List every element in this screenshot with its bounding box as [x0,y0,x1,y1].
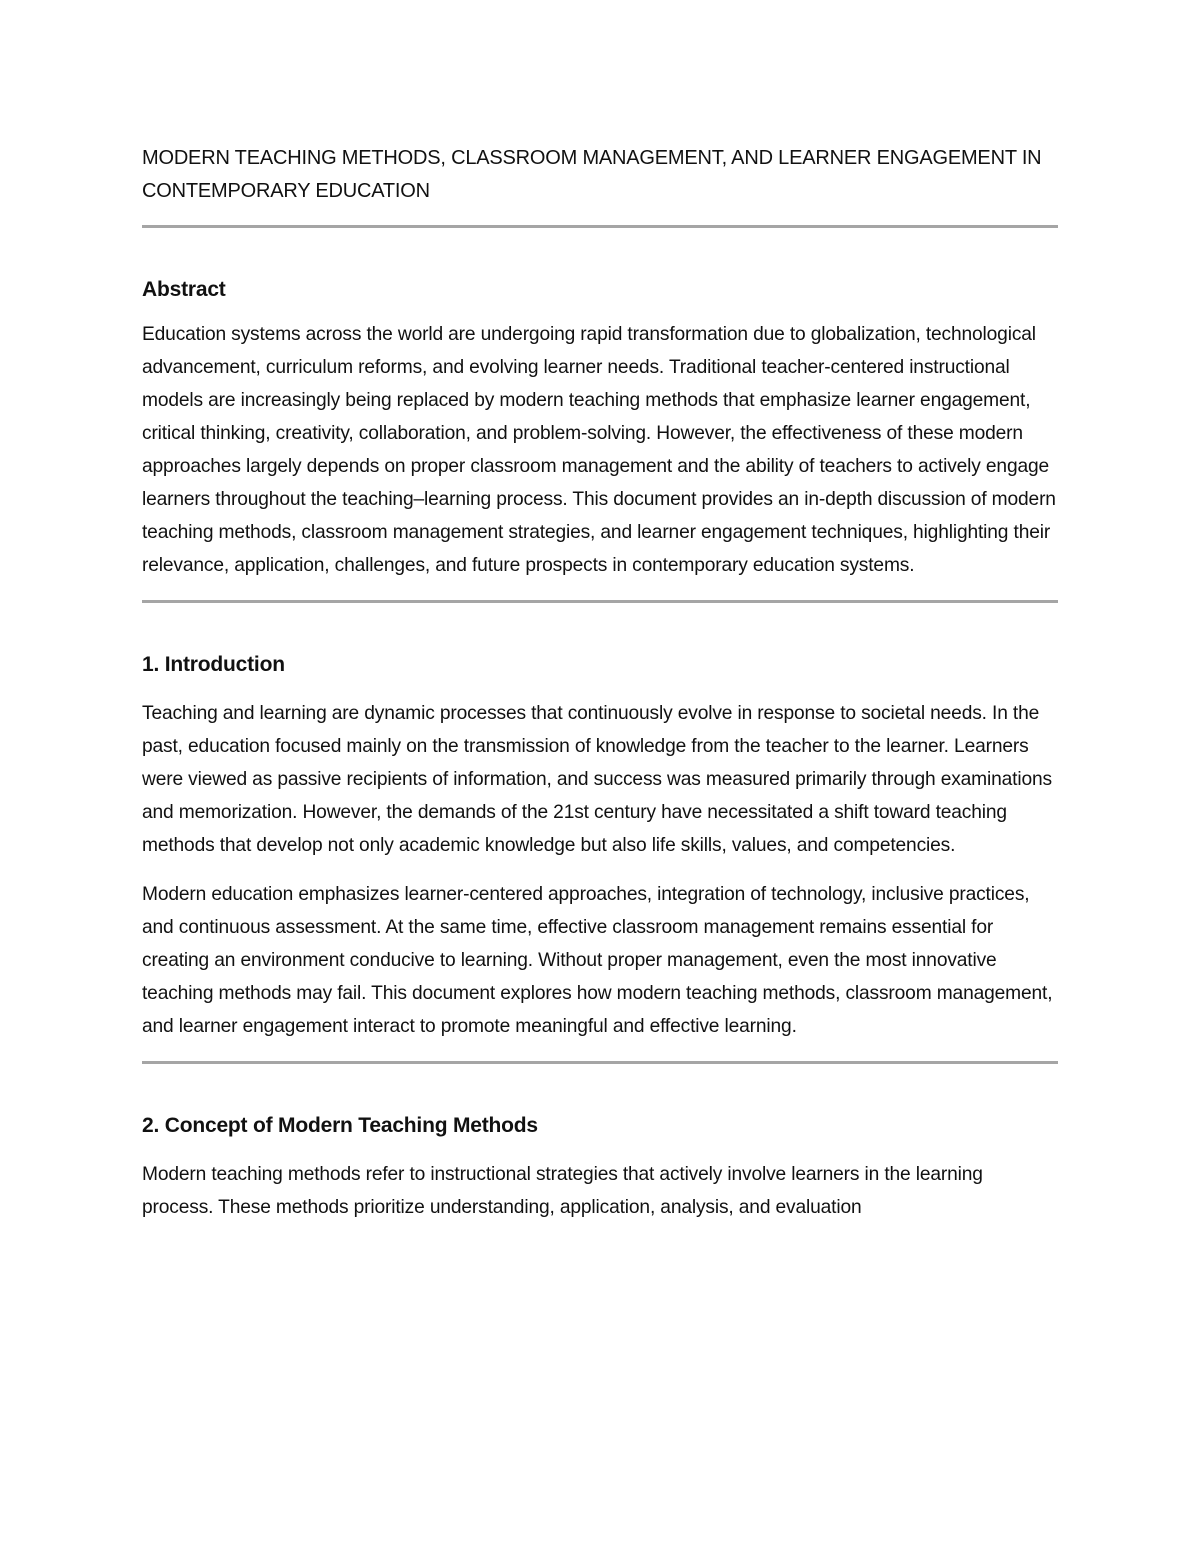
introduction-divider [142,1061,1058,1064]
document-page [142,142,1058,1224]
concept-heading: 2. Concept of Modern Teaching Methods [142,1114,538,1137]
abstract-section [142,276,1058,582]
document-title: MODERN TEACHING METHODS, CLASSROOM MANAGEMENT, AND LEARNER ENGAGEMENT IN CONTEMPORARY EDUCATION [142,147,1042,202]
introduction-heading: 1. Introduction [142,653,285,676]
abstract-paragraph: Education systems across the world are undergoing rapid transformation due to globalization, technological advancement, curriculum reforms, and evolving learner needs. Traditional teacher-centered instructional models are increasingly being replaced by modern teaching methods that emphasize learner engagement, critical thinking, creativity, collaboration, and problem-solving. However, the effectiveness of these modern approaches largely depends on proper classroom management and the ability of teachers to actively engage learners throughout the teaching–learning process. This document provides an in-depth discussion of modern teaching methods, classroom management strategies, and learner engagement techniques, highlighting their relevance, application, challenges, and future prospects in contemporary education systems. [142,324,1056,576]
introduction-paragraph-2: Modern education emphasizes learner-centered approaches, integration of technology, inclusive practices, and continuous assessment. At the same time, effective classroom management remains essential for creating an environment conducive to learning. Without proper management, even the most innovative teaching methods may fail. This document explores how modern teaching methods, classroom management, and learner engagement interact to promote meaningful and effective learning. [142,884,1053,1037]
concept-paragraph: Modern teaching methods refer to instructional strategies that actively involve learners in the learning process. These methods prioritize understanding, application, analysis, and evaluation [142,1164,983,1218]
abstract-heading: Abstract [142,278,226,301]
introduction-section [142,651,1058,1043]
abstract-divider [142,600,1058,603]
concept-section [142,1112,1058,1224]
title-divider [142,225,1058,228]
introduction-paragraph-1: Teaching and learning are dynamic processes that continuously evolve in response to societal needs. In the past, education focused mainly on the transmission of knowledge from the teacher to the learner. Learners were viewed as passive recipients of information, and success was measured primarily through examinations and memorization. However, the demands of the 21st century have necessitated a shift toward teaching methods that develop not only academic knowledge but also life skills, values, and competencies. [142,703,1052,856]
